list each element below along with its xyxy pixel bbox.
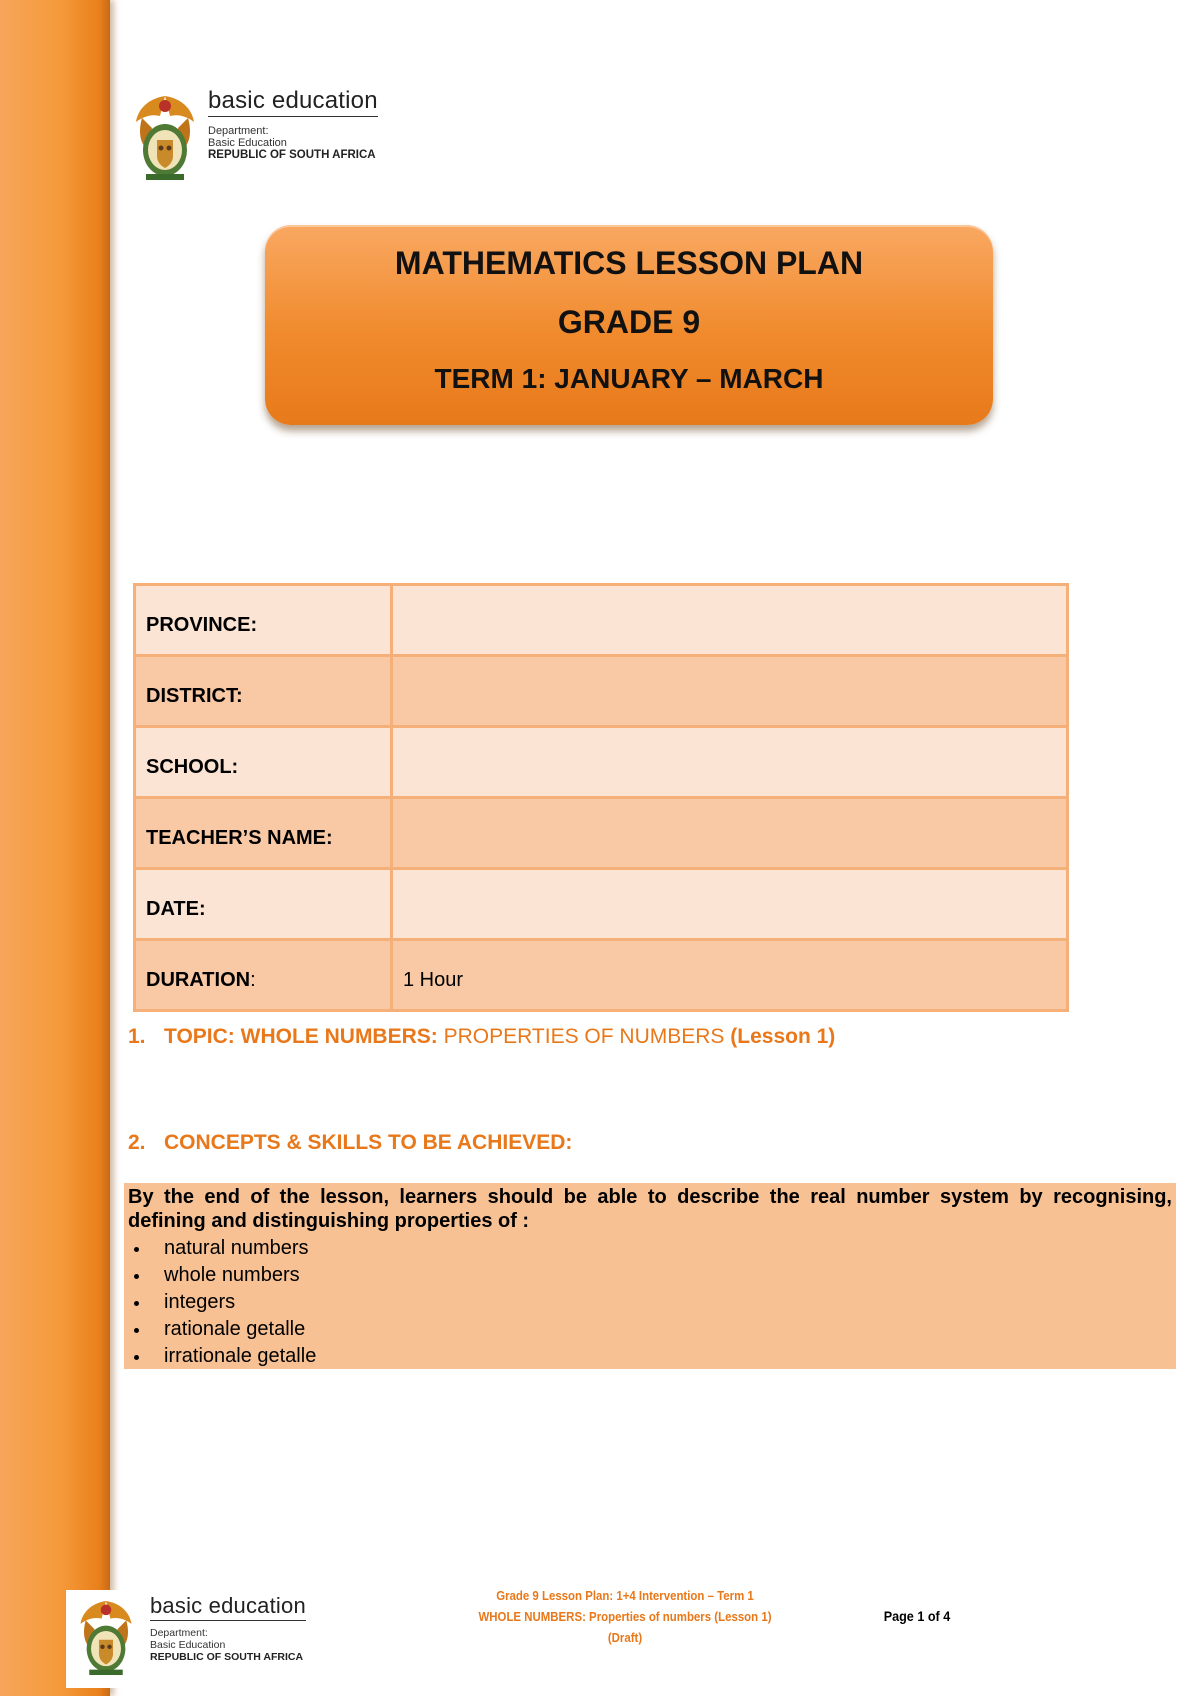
list-item: rationale getalle <box>128 1316 1172 1343</box>
logo-dept: Department: <box>150 1627 208 1639</box>
duration-label-colon: : <box>250 968 256 991</box>
table-row <box>135 798 1068 869</box>
date-field[interactable] <box>392 869 1068 940</box>
list-item: natural numbers <box>128 1235 1172 1262</box>
concepts-list <box>128 1235 1172 1370</box>
province-field[interactable] <box>392 585 1068 656</box>
term-title: TERM 1: JANUARY – MARCH <box>434 363 824 394</box>
list-item: whole numbers <box>128 1262 1172 1289</box>
province-label: PROVINCE: <box>135 585 392 656</box>
logo-country: REPUBLIC OF SOUTH AFRICA <box>208 149 376 161</box>
lesson-plan-title: MATHEMATICS LESSON PLAN <box>394 245 864 281</box>
district-label: DISTRICT: <box>135 656 392 727</box>
coat-of-arms-icon <box>70 1594 142 1682</box>
orange-side-bar <box>0 0 110 1696</box>
concepts-number: 2. <box>128 1131 146 1154</box>
concepts-label: CONCEPTS & SKILLS TO BE ACHIEVED: <box>164 1131 573 1154</box>
concepts-intro: By the end of the lesson, learners should be able to describe the real number system by recognising, defining and distinguishing properties of : <box>128 1186 1172 1232</box>
logo-country: REPUBLIC OF SOUTH AFRICA <box>150 1651 304 1663</box>
table-row <box>135 940 1068 1011</box>
lesson-title-box <box>265 225 993 425</box>
teacher-name-label: TEACHER’S NAME: <box>135 798 392 869</box>
duration-field[interactable]: 1 Hour <box>392 940 1068 1011</box>
topic-number: 1. <box>128 1025 146 1048</box>
duration-label-text: DURATION <box>146 968 251 991</box>
lesson-info-table <box>133 583 1069 1012</box>
table-row <box>135 585 1068 656</box>
grade-title: GRADE 9 <box>557 304 701 340</box>
logo-dept: Department: <box>208 125 269 137</box>
duration-label <box>135 940 392 1011</box>
dbe-logo-header <box>130 88 378 188</box>
logo-title: basic education <box>208 88 378 117</box>
footer-title <box>431 1585 818 1648</box>
coat-of-arms-icon <box>130 88 200 188</box>
concepts-box <box>124 1183 1176 1369</box>
footer-line-3: (Draft) <box>607 1630 643 1645</box>
table-row <box>135 727 1068 798</box>
footer-line-2: WHOLE NUMBERS: Properties of numbers (Lesson 1) <box>478 1609 772 1624</box>
topic-text: PROPERTIES OF NUMBERS <box>437 1025 731 1048</box>
topic-heading <box>128 1025 835 1049</box>
topic-label: TOPIC: WHOLE NUMBERS: <box>164 1025 438 1048</box>
list-item: integers <box>128 1289 1172 1316</box>
list-item: irrationale getalle <box>128 1343 1172 1370</box>
topic-lesson: (Lesson 1) <box>730 1025 836 1048</box>
page-number: Page 1 of 4 <box>883 1608 951 1624</box>
school-field[interactable] <box>392 727 1068 798</box>
table-row <box>135 656 1068 727</box>
logo-sub: Basic Education <box>150 1639 226 1651</box>
footer-line-1: Grade 9 Lesson Plan: 1+4 Intervention – Term 1 <box>496 1588 754 1603</box>
district-field[interactable] <box>392 656 1068 727</box>
school-label: SCHOOL: <box>135 727 392 798</box>
concepts-heading <box>128 1131 572 1155</box>
date-label: DATE: <box>135 869 392 940</box>
dbe-logo-footer <box>66 1590 312 1688</box>
teacher-name-field[interactable] <box>392 798 1068 869</box>
table-row <box>135 869 1068 940</box>
logo-title: basic education <box>150 1594 306 1621</box>
logo-sub: Basic Education <box>208 137 287 149</box>
